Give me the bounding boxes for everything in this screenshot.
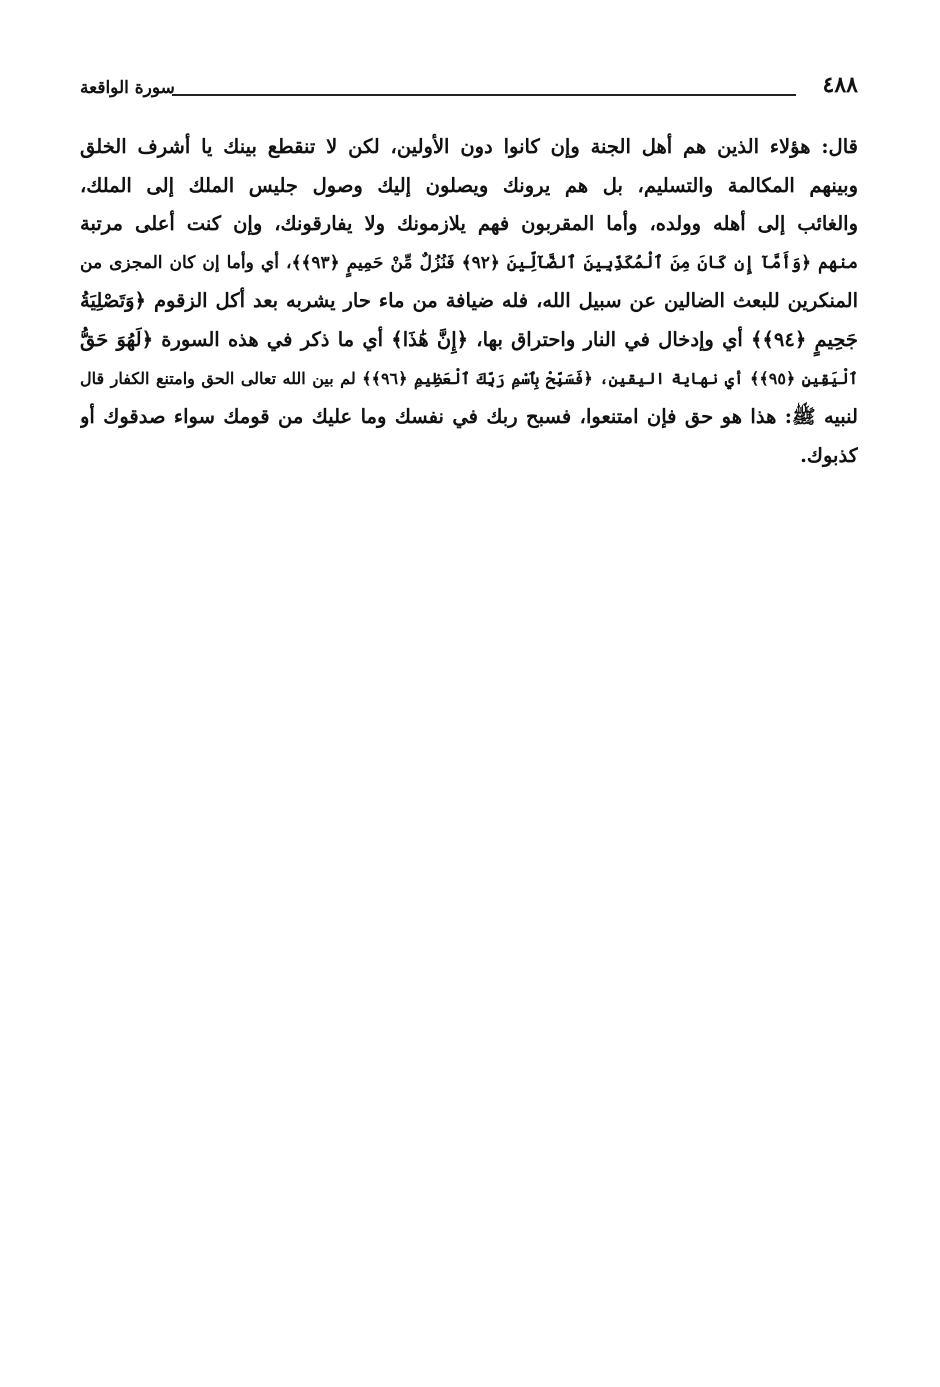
- text-line: كذبوك.: [800, 443, 858, 467]
- text-line: ٱلْيَقِينِ ﴿٩٥﴾﴾ أي نهاية اليقين، ﴿فَسَبِّحْ بِٱسْمِ رَبِّكَ ٱلْعَظِيمِ ﴿٩٦﴾﴾ لم بين الله تعالى الحق وامتنع الكفار قال: [80, 368, 858, 388]
- commentary-text: [80, 128, 858, 475]
- header-rule: [172, 94, 796, 96]
- text-line: قال: هؤلاء الذين هم أهل الجنة وإن كانوا دون الأولين، لكن لا تنقطع بينك يا أشرف الخلق: [80, 135, 858, 158]
- page-header: [80, 70, 858, 106]
- text-line: وبينهم المكالمة والتسليم، بل هم يرونك ويصلون إليك وصول جليس الملك إلى الملك،: [80, 173, 858, 197]
- text-line: المنكرين للبعث الضالين عن سبيل الله، فله ضيافة من ماء حار يشربه بعد أكل الزقوم ﴿وَتَصْلِيَةُ: [80, 289, 858, 313]
- text-line: لنبيه ﷺ: هذا هو حق فإن امتنعوا، فسبح ربك في نفسك وما عليك من قومك سواء صدقوك أو: [80, 405, 858, 429]
- text-line: جَحِيمٍ ﴿٩٤﴾﴾ أي وإدخال في النار واحتراق بها، ﴿إِنَّ هَٰذَا﴾ أي ما ذكر في هذه السورة ﴿لَهُوَ حَقُّ: [80, 327, 858, 351]
- page-number: ٤٨٨: [822, 72, 858, 98]
- surah-title: سورة الواقعة: [80, 78, 175, 98]
- text-line: والغائب إلى أهله وولده، وأما المقربون فهم يلازمونك ولا يفارقونك، وإن كنت أعلى مرتبة: [80, 212, 858, 236]
- text-line: منهم ﴿وَأَمَّآ إِن كَانَ مِنَ ٱلْمُكَذِّبِينَ ٱلضَّآلِّينَ ﴿٩٢﴾ فَنُزُلٌ مِّنْ حَمِيمٍ ﴿٩٣﴾﴾، أي وأما إن كان المجزى من: [80, 252, 858, 273]
